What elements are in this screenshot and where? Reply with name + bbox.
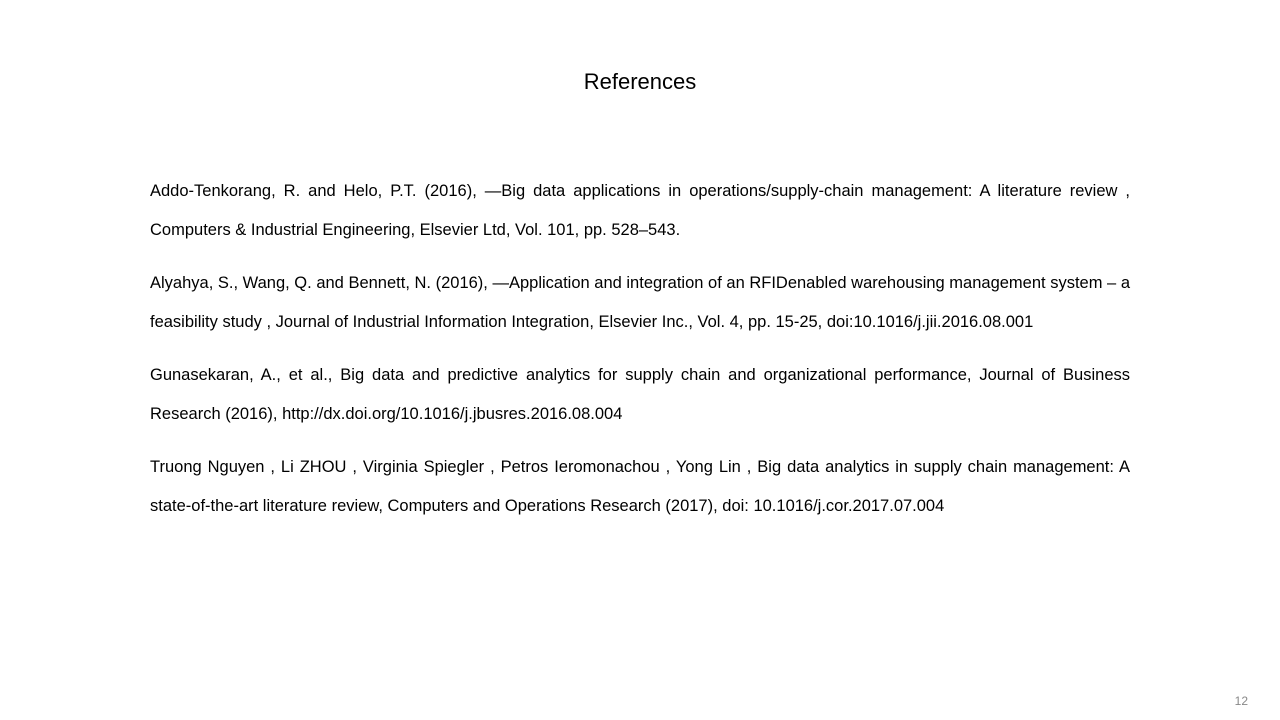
reference-item: Addo-Tenkorang, R. and Helo, P.T. (2016), —Big data applications in operations/supply-chain management: A literature review , Computers & Industrial Engineering, Elsevier Ltd, Vol. 101, pp. 528–543.	[150, 182, 1130, 239]
page-number: 12	[1234, 694, 1248, 708]
slide-title: References	[583, 69, 697, 94]
reference-item: Gunasekaran, A., et al., Big data and predictive analytics for supply chain and organizational performance, Journal of Business Research (2016), http://dx.doi.org/10.1016/j.jbusres.2016.08.004	[150, 366, 1130, 423]
reference-item: Truong Nguyen , Li ZHOU , Virginia Spiegler , Petros Ieromonachou , Yong Lin , Big data analytics in supply chain management: A state-of-the-art literature review, Computers and Operations Research (2017), doi: 10.1016/j.cor.2017.07.004	[150, 458, 1130, 515]
reference-item: Alyahya, S., Wang, Q. and Bennett, N. (2016), —Application and integration of an RFIDenabled warehousing management system – a feasibility study , Journal of Industrial Information Integration, Elsevier Inc., Vol. 4, pp. 15-25, doi:10.1016/j.jii.2016.08.001	[150, 274, 1130, 331]
reference-list	[150, 172, 1130, 540]
